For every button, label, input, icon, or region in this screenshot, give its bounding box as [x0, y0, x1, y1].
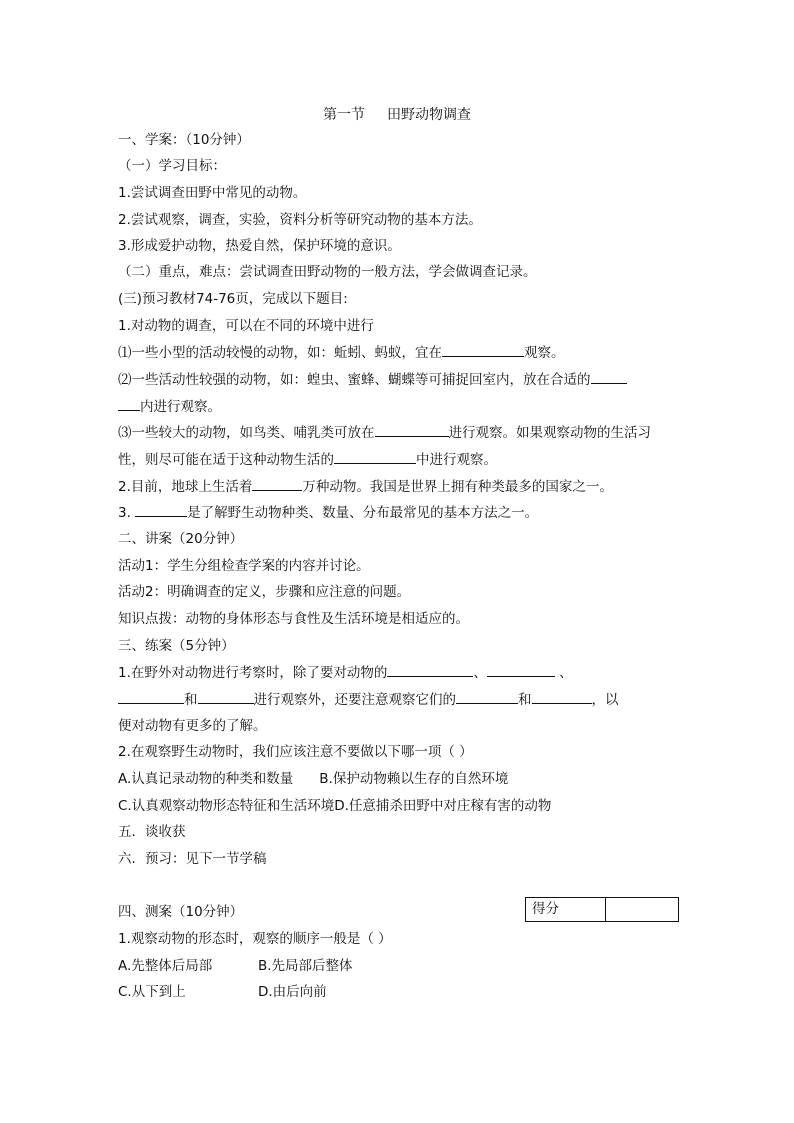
- score-box: [525, 897, 679, 922]
- question-text: 3.: [118, 505, 136, 521]
- question-text: 、: [554, 665, 573, 681]
- option-b: B.先局部后整体: [258, 958, 353, 974]
- preview-question-1-3-cont: [118, 450, 688, 469]
- question-text: 和: [184, 692, 198, 708]
- section2-heading: 二、讲案（20分钟）: [118, 531, 244, 547]
- blank-line: [118, 397, 140, 411]
- question-text: 1.在野外对动物进行考察时，除了要对动物的: [118, 665, 388, 681]
- section6-heading: 六．预习：见下一节学稿: [118, 851, 267, 867]
- question-text: 进行观察。如果观察动物的生活习: [448, 425, 651, 441]
- blank-line: [334, 450, 416, 464]
- question-text: 进行观察外，还要注意观察它们的: [253, 692, 456, 708]
- section1-heading: 一、学案：（10分钟）: [118, 132, 250, 148]
- option-c: C.从下到上: [118, 984, 186, 1000]
- question-text: ，以: [591, 692, 619, 708]
- preview-question-2: [118, 477, 688, 496]
- practice-question-1-end: 便对动物有更多的了解。: [118, 718, 267, 734]
- activity-2: 活动2：明确调查的定义，步骤和应注意的问题。: [118, 584, 411, 600]
- test-question-1: 1.观察动物的形态时，观察的顺序一般是（ ）: [118, 931, 392, 947]
- question-text: 和: [518, 692, 532, 708]
- goals-heading: （一）学习目标：: [118, 158, 226, 174]
- preview-question-1-2: [118, 370, 688, 389]
- goal-item: 1.尝试调查田野中常见的动物。: [118, 185, 307, 201]
- question-text: 性，则尽可能在适于这种动物生活的: [118, 452, 334, 468]
- question-text: 、: [473, 665, 487, 681]
- test-question-1-options-ab: [118, 957, 688, 975]
- option-d: D.由后向前: [258, 984, 327, 1000]
- practice-question-2: 2.在观察野生动物时，我们应该注意不要做以下哪一项（ ）: [118, 744, 473, 760]
- option-c: C.认真观察动物形态特征和生活环境: [118, 798, 335, 814]
- section4-heading: 四、测案（10分钟）: [118, 904, 244, 920]
- blank-line: [118, 690, 184, 704]
- preview-question-1-2-cont: [118, 397, 688, 416]
- goal-item: 3.形成爱护动物，热爱自然，保护环境的意识。: [118, 238, 401, 254]
- test-question-1-options-cd: [118, 983, 688, 1001]
- option-a: A.先整体后局部: [118, 958, 213, 974]
- key-points: （二）重点，难点：尝试调查田野动物的一般方法，学会做调查记录。: [118, 264, 537, 280]
- blank-line: [375, 423, 449, 437]
- knowledge-tip: 知识点拨：动物的身体形态与食性及生活环境是相适应的。: [118, 611, 469, 627]
- question-text: ⑶一些较大的动物，如鸟类、哺乳类可放在: [118, 425, 375, 441]
- blank-line: [198, 690, 254, 704]
- preview-question-1-3: [118, 423, 688, 442]
- activity-1: 活动1：学生分组检查学案的内容并讨论。: [118, 558, 370, 574]
- blank-line: [442, 343, 524, 357]
- practice-question-2-options-cd: [118, 797, 688, 815]
- page-title: [0, 104, 794, 124]
- blank-line: [456, 690, 518, 704]
- question-text: 2.目前，地球上生活着: [118, 479, 253, 495]
- question-text: 万种动物。我国是世界上拥有种类最多的国家之一。: [302, 479, 613, 495]
- title-topic: 田野动物调查: [387, 107, 471, 123]
- practice-question-2-options-ab: [118, 770, 688, 788]
- score-field[interactable]: [606, 898, 678, 921]
- question-text: 是了解野生动物种类、数量、分布最常见的基本方法之一。: [187, 505, 539, 521]
- blank-line: [487, 663, 555, 677]
- blank-line: [135, 503, 187, 517]
- blank-line: [387, 663, 473, 677]
- question-text: 观察。: [524, 345, 565, 361]
- question-text: 中进行观察。: [416, 452, 497, 468]
- practice-question-1: [118, 663, 688, 682]
- practice-question-1-cont: [118, 690, 688, 709]
- preview-question-1: 1.对动物的调查，可以在不同的环境中进行: [118, 318, 374, 334]
- section5-heading: 五．谈收获: [118, 824, 186, 840]
- title-section-number: 第一节: [323, 107, 365, 123]
- option-a: A.认真记录动物的种类和数量: [118, 771, 294, 787]
- preview-question-3: [118, 503, 688, 522]
- preview-question-1-1: [118, 343, 688, 362]
- question-text: 内进行观察。: [140, 399, 221, 415]
- section3-heading: 三、练案（5分钟）: [118, 638, 235, 654]
- question-text: ⑴一些小型的活动较慢的动物，如：蚯蚓、蚂蚁，宜在: [118, 345, 442, 361]
- preview-heading: (三)预习教材74-76页，完成以下题目:: [118, 291, 348, 307]
- goal-item: 2.尝试观察，调查，实验，资料分析等研究动物的基本方法。: [118, 212, 482, 228]
- question-text: ⑵一些活动性较强的动物，如：蝗虫、蜜蜂、蝴蝶等可捕捉回室内，放在合适的: [118, 372, 591, 388]
- blank-line: [591, 370, 627, 384]
- option-d: D.任意捕杀田野中对庄稼有害的动物: [334, 798, 552, 814]
- blank-line: [532, 690, 592, 704]
- option-b: B.保护动物赖以生存的自然环境: [319, 771, 509, 787]
- blank-line: [252, 477, 302, 491]
- score-label: 得分: [526, 898, 606, 921]
